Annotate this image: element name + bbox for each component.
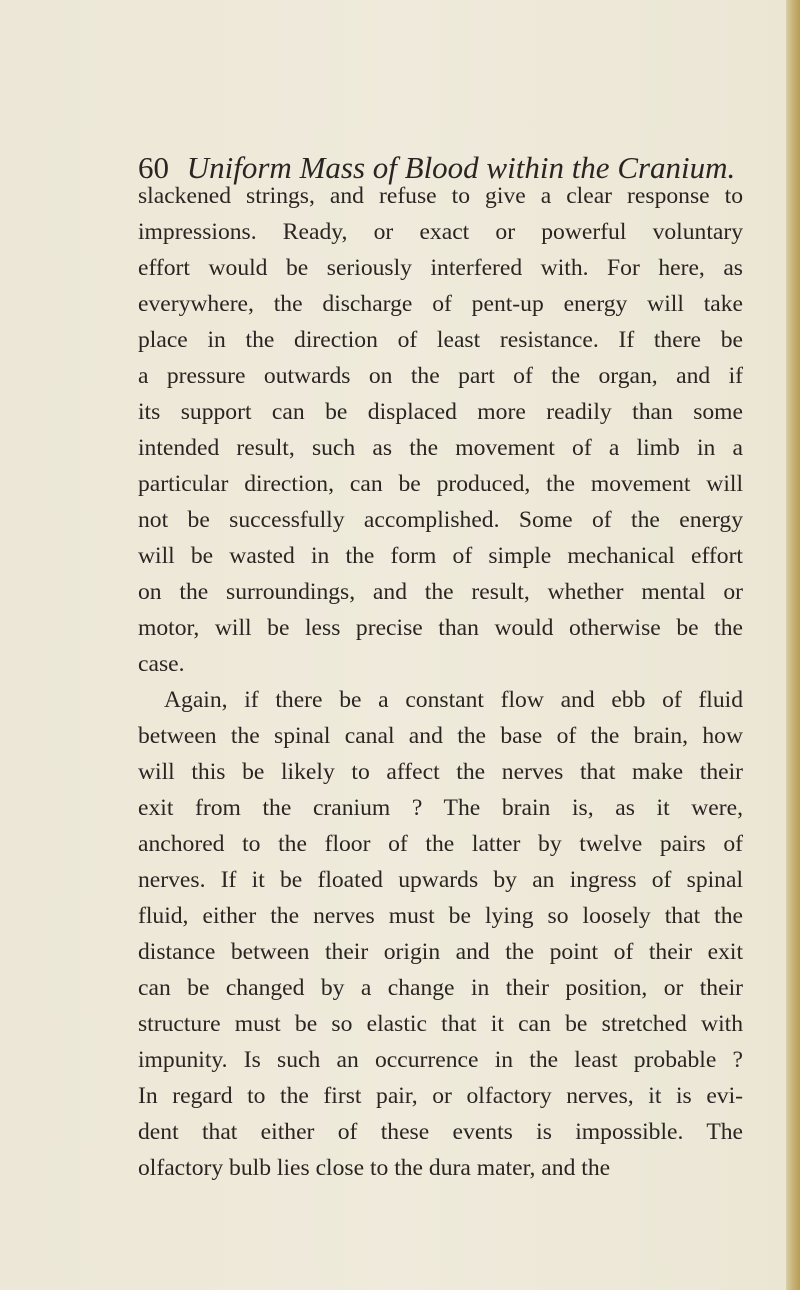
body-text [138,178,743,1186]
text-line: anchored to the floor of the latter by twelve pairs of [138,831,743,857]
text-line: exit from the cranium ? The brain is, as it were, [138,795,743,821]
text-line: effort would be seriously interfered with. For here, as [138,255,743,281]
text-line: distance between their origin and the point of their exit [138,939,743,965]
text-line: motor, will be less precise than would otherwise be the [138,615,743,641]
page-edge [786,0,800,1290]
text-line: between the spinal canal and the base of the brain, how [138,723,743,749]
text-line: structure must be so elastic that it can be stretched with [138,1011,743,1037]
text-line: intended result, such as the movement of a limb in a [138,435,743,461]
text-line: will this be likely to affect the nerves that make their [138,759,743,785]
text-line: a pressure outwards on the part of the organ, and if [138,363,743,389]
text-line: case. [138,651,185,677]
text-line: nerves. If it be floated upwards by an ingress of spinal [138,867,743,893]
text-line: impressions. Ready, or exact or powerful voluntary [138,219,743,245]
text-line: impunity. Is such an occurrence in the least probable ? [138,1047,743,1073]
text-line: olfactory bulb lies close to the dura mater, and the [138,1155,611,1181]
text-line: not be successfully accomplished. Some of the energy [138,507,743,533]
text-line: dent that either of these events is impossible. The [138,1119,743,1145]
text-line: can be changed by a change in their position, or their [138,975,743,1001]
text-line: slackened strings, and refuse to give a clear response to [138,183,743,209]
text-line: fluid, either the nerves must be lying so loosely that the [138,903,743,929]
text-line: everywhere, the discharge of pent-up energy will take [138,291,743,317]
text-line: will be wasted in the form of simple mechanical effort [138,543,743,569]
text-line: its support can be displaced more readily than some [138,399,743,425]
text-line: on the surroundings, and the result, whether mental or [138,579,743,605]
page-number: 60 [138,150,169,185]
text-line: particular direction, can be produced, the movement will [138,471,743,497]
text-line: Again, if there be a constant flow and ebb of fluid [164,687,743,713]
text-line: place in the direction of least resistance. If there be [138,327,743,353]
text-line: In regard to the first pair, or olfactory nerves, it is evi- [138,1083,743,1109]
running-title: Uniform Mass of Blood within the Cranium. [186,150,736,185]
